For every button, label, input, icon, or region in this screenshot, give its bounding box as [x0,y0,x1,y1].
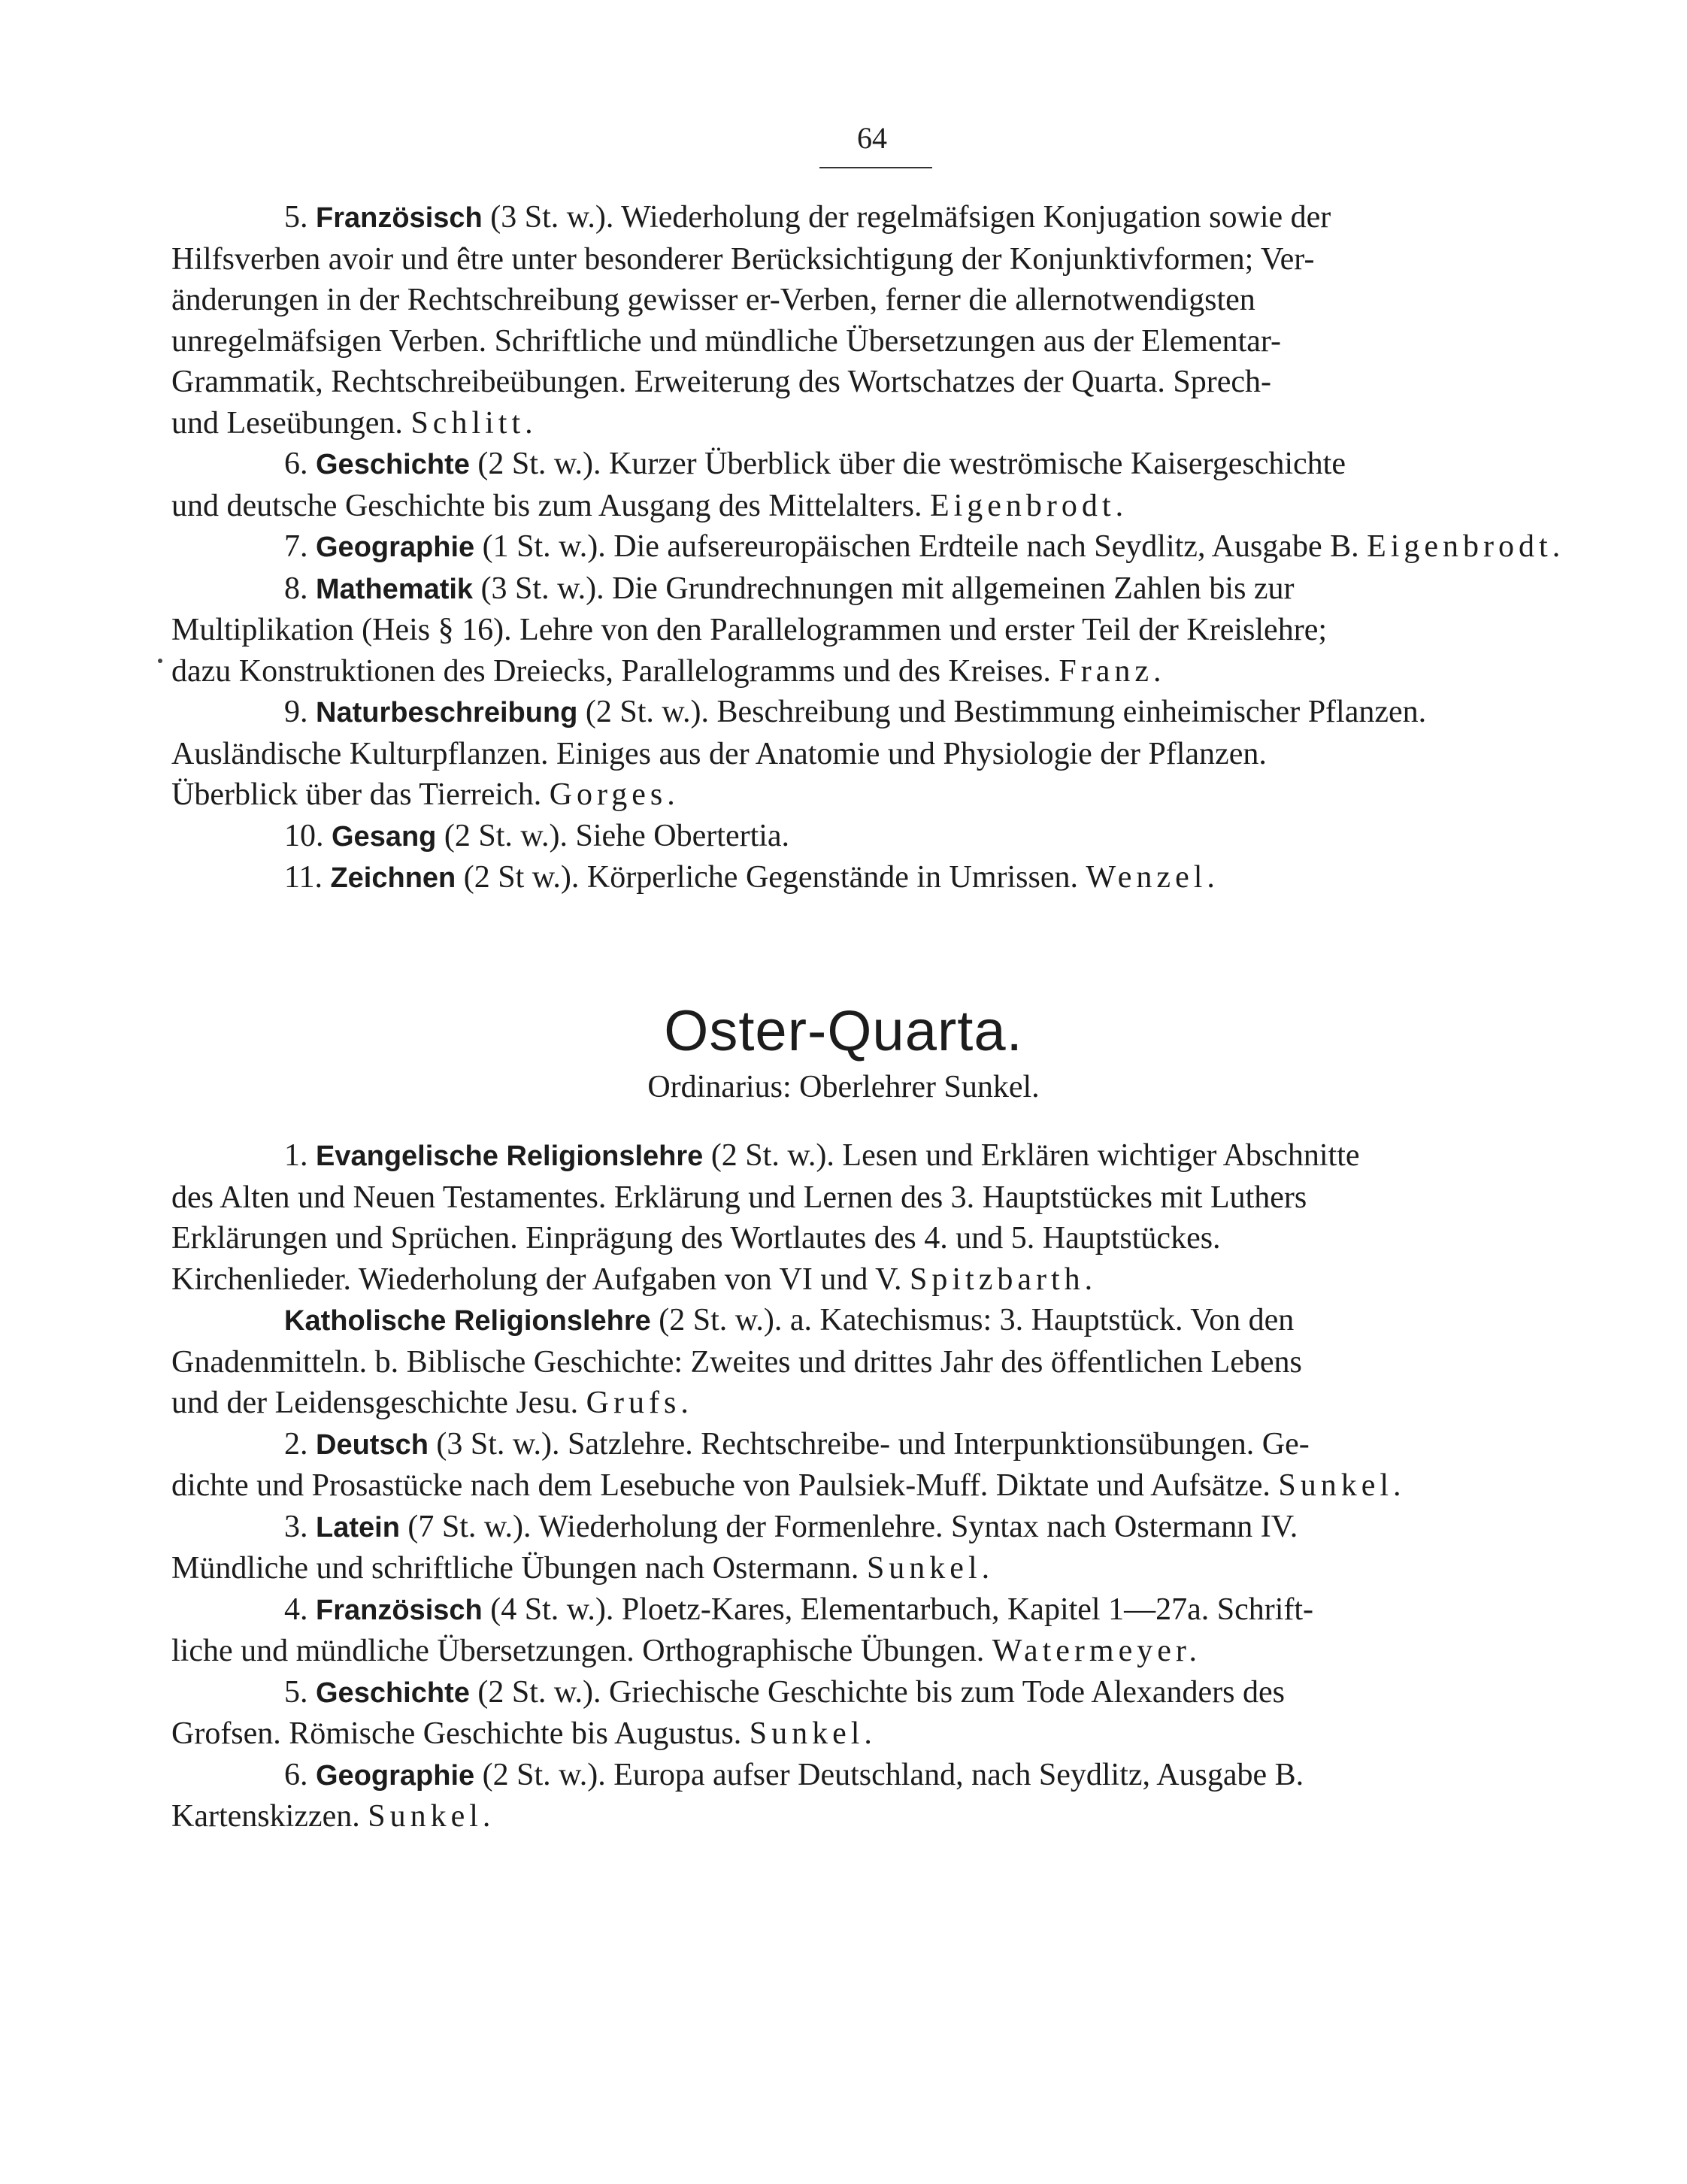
entry-text: dazu Konstruktionen des Dreiecks, Parallelogramms und des Kreises. [171,653,1051,689]
entry-text: Siehe Obertertia. [575,818,790,853]
weekly-hours: (7 St. w.). [407,1509,532,1544]
entry-line [171,526,1564,568]
entry-line [171,280,1564,321]
teacher-name: Spitzbarth. [910,1262,1098,1297]
entry-text: Grofsen. Römische Geschichte bis Augustus. [171,1716,742,1751]
page-number-rule [819,167,932,168]
entry-text: Beschreibung und Bestimmung einheimischer Pflanzen. [716,695,1427,729]
entry-text: und deutsche Geschichte bis zum Ausgang des Mittelalters. [171,488,922,523]
entry-line [171,610,1564,651]
weekly-hours: (2 St. w.). [710,1138,834,1173]
teacher-name: Eigenbrodt. [1367,529,1565,564]
entry-line [171,1548,1564,1589]
section-a-text [171,197,1564,899]
entry-line [171,403,1564,444]
entry-text: Wiederholung der Formenlehre. Syntax nach Ostermann IV. [538,1509,1298,1544]
entry-line [171,568,1564,610]
entry-text: Griechische Geschichte bis zum Tode Alexanders des [608,1674,1285,1710]
teacher-name: Watermeyer. [992,1634,1202,1668]
entry-text: Europa aufser Deutschland, nach Seydlitz, Ausgabe B. [613,1757,1304,1792]
teacher-name: Eigenbrodt. [929,488,1128,523]
subject-name: Geschichte [316,1677,470,1709]
subject-name: Katholische Religionslehre [284,1305,651,1337]
subject-name: Latein [316,1511,400,1543]
entry-number: 5. [284,200,308,235]
entry-text: Kirchenlieder. Wiederholung der Aufgaben von VI und V. [171,1262,902,1297]
entry-text: unregelmäfsigen Verben. Schriftliche und mündliche Übersetzungen aus der Elementar- [171,323,1282,359]
entry-line [171,1383,1564,1424]
teacher-name: Franz. [1059,653,1166,689]
margin-mark [158,659,162,663]
entry-line [171,239,1564,280]
entry-text: Ausländische Kulturpflanzen. Einiges aus der Anatomie und Physiologie der Pflanzen. [171,736,1267,771]
teacher-name: Wenzel. [1086,860,1219,895]
entry-text: Die aufsereuropäischen Erdteile nach Seydlitz, Ausgabe B. [613,529,1359,564]
entry-text: Multiplikation (Heis § 16). Lehre von den Parallelogrammen und erster Teil der Kreislehre; [171,613,1327,647]
entry-text: dichte und Prosastücke nach dem Lesebuche von Paulsiek-Muff. Diktate und Aufsätze. [171,1468,1271,1503]
entry-line [171,321,1564,362]
entry-number: 5. [284,1674,308,1710]
page-number: 64 [857,121,887,155]
entry-text: Kurzer Überblick über die weströmische Kaisergeschichte [608,447,1346,481]
subject-name: Gesang [332,820,437,853]
entry-line [171,857,1564,899]
entry-line [171,1713,1564,1755]
entry-text: Körperliche Gegenstände in Umrissen. [586,860,1079,895]
entry-text: änderungen in der Rechtschreibung gewisser er-Verben, ferner die allernotwendigsten [171,283,1255,317]
subject-name: Naturbeschreibung [316,697,578,729]
entry-line [171,362,1564,403]
weekly-hours: (2 St. w.). [477,1674,601,1710]
entry-number: 8. [284,571,308,606]
entry-text: Wiederholung der regelmäfsigen Konjugation sowie der [621,200,1331,235]
weekly-hours: (2 St w.). [463,860,580,895]
weekly-hours: (2 St. w.). [444,818,568,853]
entry-line [171,774,1564,816]
entry-text: Ploetz-Kares, Elementarbuch, Kapitel 1—27a. Schrift- [621,1592,1314,1627]
entry-text: Überblick über das Tierreich. [171,777,542,812]
entry-line [171,1300,1564,1342]
entry-text: Hilfsverben avoir und être unter besonderer Berücksichtigung der Konjunktivformen; Ver- [171,241,1315,277]
entry-line [171,1631,1564,1672]
weekly-hours: (2 St. w.). [585,695,709,729]
weekly-hours: (2 St. w.). [477,447,601,481]
entry-number: 9. [284,695,308,729]
weekly-hours: (2 St. w.). [659,1303,783,1337]
subject-name: Französisch [316,202,483,234]
teacher-name: Grufs. [586,1386,693,1420]
entry-line [171,651,1564,692]
entry-text: Kartenskizzen. [171,1799,360,1834]
entry-text: a. Katechismus: 3. Hauptstück. Von den [789,1303,1295,1337]
weekly-hours: (4 St. w.). [490,1592,614,1627]
entry-text: Gnadenmitteln. b. Biblische Geschichte: Zweites und drittes Jahr des öffentlichen Lebens [171,1344,1302,1380]
entry-line [171,734,1564,775]
entry-number: 3. [284,1509,308,1544]
entry-line [171,1424,1564,1466]
entry-line [171,1135,1564,1177]
section-heading: Oster-Quarta. [664,999,1023,1063]
entry-line [171,1177,1564,1219]
entry-text: Mündliche und schriftliche Übungen nach Ostermann. [171,1551,859,1586]
entry-line [171,692,1564,734]
entry-text: Lesen und Erklären wichtiger Abschnitte [842,1138,1360,1173]
entry-line [171,444,1564,486]
entry-line [171,1672,1564,1714]
section-b-text [171,1135,1564,1837]
weekly-hours: (3 St. w.). [436,1426,560,1462]
teacher-name: Sunkel. [1278,1468,1406,1503]
entry-line [171,1796,1564,1837]
subject-name: Geographie [316,532,475,563]
entry-text: des Alten und Neuen Testamentes. Erklärung und Lernen des 3. Hauptstückes mit Luthers [171,1180,1307,1215]
entry-number: 10. [284,818,324,853]
teacher-name: Schlitt. [410,405,538,441]
ordinarius-line: Ordinarius: Oberlehrer Sunkel. [647,1070,1040,1104]
entry-line [171,486,1564,527]
teacher-name: Sunkel. [368,1799,495,1834]
weekly-hours: (1 St. w.). [482,529,606,564]
subject-name: Mathematik [316,573,474,605]
entry-line [171,1342,1564,1383]
teacher-name: Sunkel. [749,1716,877,1751]
entry-text: liche und mündliche Übersetzungen. Orthographische Übungen. [171,1634,985,1668]
entry-text: Satzlehre. Rechtschreibe- und Interpunktionsübungen. Ge- [568,1426,1310,1462]
subject-name: Französisch [316,1594,483,1626]
entry-number: 11. [284,860,323,895]
entry-number: 2. [284,1426,308,1462]
entry-line [171,1465,1564,1507]
entry-number: 6. [284,447,308,481]
entry-line [171,1755,1564,1797]
entry-number: 1. [284,1138,308,1173]
subject-name: Geographie [316,1759,475,1792]
entry-text: und der Leidensgeschichte Jesu. [171,1386,579,1420]
subject-name: Deutsch [316,1428,429,1461]
weekly-hours: (3 St. w.). [480,571,604,606]
entry-text: und Leseübungen. [171,405,403,441]
entry-line [171,816,1564,858]
entry-number: 6. [284,1757,308,1792]
teacher-name: Gorges. [549,777,680,812]
entry-line [171,1218,1564,1259]
subject-name: Geschichte [316,449,470,480]
entry-line [171,197,1564,239]
entry-line [171,1507,1564,1549]
entry-number: 4. [284,1592,308,1627]
weekly-hours: (2 St. w.). [482,1757,606,1792]
entry-text: Grammatik, Rechtschreibeübungen. Erweiterung des Wortschatzes der Quarta. Sprech- [171,365,1271,399]
entry-text: Die Grundrechnungen mit allgemeinen Zahlen bis zur [612,571,1295,606]
entry-number: 7. [284,529,308,564]
subject-name: Evangelische Religionslehre [316,1140,704,1172]
entry-line [171,1589,1564,1631]
weekly-hours: (3 St. w.). [490,200,614,235]
teacher-name: Sunkel. [866,1551,995,1586]
subject-name: Zeichnen [330,862,456,894]
entry-line [171,1259,1564,1301]
entry-text: Erklärungen und Sprüchen. Einprägung des Wortlautes des 4. und 5. Hauptstückes. [171,1221,1221,1256]
